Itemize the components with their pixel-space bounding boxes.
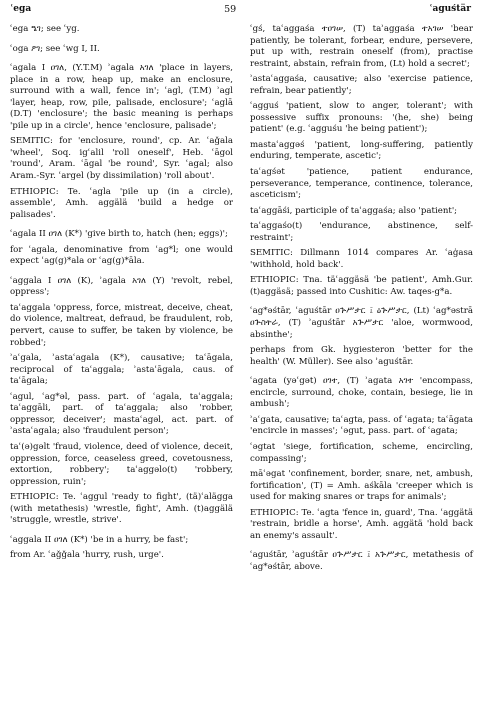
left-column — [10, 24, 233, 566]
sub-agguś: ʿagguś 'patient, slow to anger, tolerant'; with possessive suffix pronouns: '(he, she) being patient' (e.g. ʿagguśu 'he being patient'); — [250, 101, 473, 135]
sub-taagset: taʿagśət 'patience, patient endurance, perseverance, temperance, continence, tolerance, asceticism'; — [250, 167, 473, 201]
entry-aggala-ii: ʿaggala II ዐገለ (K*) 'be in a hurry, be fast'; — [10, 534, 189, 545]
sub-taaggala: taʿaggala 'oppress, force, mistreat, deceive, cheat, do violence, maltreat, defraud, be fraudulent, rob, pervert, cause to suffer, be taken by violence, be robbed'; — [10, 302, 233, 348]
ethiopic-note-agata: ETHIOPIC: Te. ʿagta 'fence in, guard', Tna. ʿaggätä 'restrain, bridle a horse', Amh. aggätä 'hold back an enemy's assault'. — [250, 507, 473, 541]
left-guide-word: ʿega — [10, 4, 32, 14]
right-column — [250, 24, 473, 577]
sub-astaaggasa: ʾastaʿaggaśa, causative; also 'exercise patience, refrain, bear patiently'; — [250, 74, 473, 96]
sub-maegat: māʿəgat 'confinement, border, snare, net, ambush, fortification', (T) = Amh. aśkāla 'creeper which is used for making snares or traps for animals'; — [250, 469, 473, 503]
running-header — [10, 2, 471, 16]
ethiopic-note-ags: ETHIOPIC: Tna. täʿaggäsä 'be patient', Amh.Gur. (t)aggäsä; passed into Cushitic: Aw. taqes-g*a. — [250, 275, 473, 297]
entry-agustar: ʿaguśtār, ʾaguśtār ዐጕሥታር ፤ አጕሥታር, metathesis of ʿag*əśtār, above. — [250, 550, 473, 572]
note-agestar: perhaps from Gk. hygiesteron 'better for the health' (W. Müller). See also ʾaguśtār. — [250, 345, 473, 367]
semitic-note-ags: SEMITIC: Dillmann 1014 compares Ar. ʿaġasa 'withhold, hold back'. — [250, 248, 473, 270]
note-aggala-ii: from Ar. ʿaǧǧala 'hurry, rush, urge'. — [10, 550, 164, 561]
sub-causatives: ʾaʿgala, ʾastaʿagala (K*), causative; taʿāgala, reciprocal of taʿaggala; ʾastaʿāgala, caus. of taʿāgala; — [10, 353, 233, 387]
entry-agala-ii: ʿagala II ዐገለ (K*) 'give birth to, hatch (hen; eggs)'; — [10, 229, 228, 240]
entry-agestar: ʿag*əśtār, ʿaguśtār ዐጕሥታር ፤ ዕጕሥታር, (Lt) ʿag*əstrā ዐጕስትራ, (T) ʾaguśtār አጕሥታር 'aloe, wormwood, absinthe'; — [250, 306, 473, 340]
semitic-note-agala: SEMITIC: for 'enclosure, round', cp. Ar. ʿaǧala 'wheel', Soq. igʿalil 'roll oneself', Heb. ʿāgol 'round', Aram. ʿāgal 'be round', Syr. ʿagal; also Aram.-Syr. ʿargel (by dissimilation) 'roll about'. — [10, 136, 233, 182]
ethiopic-note-agala: ETHIOPIC: Te. ʿagla 'pile up (in a circle), assemble', Amh. aggälä 'build a hedge or palisades'. — [10, 186, 233, 220]
sub-nouns: taʿ(ə)gəlt 'fraud, violence, deed of violence, deceit, oppression, force, ceaseless greed, covetousness, extortion, robbery'; taʿaggəlo(t) 'robbery, oppression, ruin'; — [10, 441, 233, 487]
note-agala-ii: for ʿagala, denominative from ʿag*l; one would expect ʿag(g)*ala or ʿag(g)*āla. — [10, 244, 233, 267]
entry-aggala-i: ʿaggala I ዐገለ (K), ʾagala አገለ (Y) 'revolt, rebel, oppress'; — [10, 275, 233, 298]
entry-oga: ʿoga ዖገ; see ʿwg I, II. — [10, 43, 100, 54]
entry-ega: ʿega ዔገ; see ʿyg. — [10, 24, 80, 34]
right-guide-word: ʿaguśtär — [429, 4, 471, 14]
page-number: 59 — [224, 3, 237, 15]
sub-mastaaggas: mastaʿaggəś 'patient, long-suffering, patiently enduring, temperate, ascetic'; — [250, 139, 473, 162]
entry-ags: ʿgś, taʿaggaśa ተዐገሠ, (T) taʾaggaśa ተአገሠ 'bear patiently, be tolerant, forbear, endure, persevere, put up with, restrain oneself (from), practise restraint, abstain, refrain from, (Lt) hold a secret'; — [250, 24, 473, 69]
sub-aagata: ʾaʿgata, causative; taʿagta, pass. of ʿagata; taʿāgata 'encircle in masses'; ʿəgut, pass. part. of ʿagata; — [250, 414, 473, 437]
sub-taaggaso: taʿaggaśo(t) 'endurance, abstinence, self-restraint'; — [250, 221, 473, 243]
entry-agala-i: ʿagala I ዐገለ, (Y.T.M) ʾagala አገለ 'place in layers, place in a row, heap up, make an enclosure, surround with a wall, fence in'; ʿagl, (T.M) ʾagl 'layer, heap, row, pile, palisade, enclosure'; ʿaglā (D.T) 'enclosure'; the basic meaning is perhaps 'pile up in a circle', hence 'enclosure, palisade'; — [10, 63, 233, 131]
sub-egtat: ʿəgtat 'siege, fortification, scheme, encircling, compassing'; — [250, 441, 473, 464]
ethiopic-note-aggala: ETHIOPIC: Te. ʿaggul 'ready to fight', (tä)ʿalägga (with metathesis) 'wrestle, fight', Amh. (t)aggälä 'struggle, wrestle, strive'. — [10, 492, 233, 526]
entry-agata: ʿagata (yəʿgət) ዐገተ, (T) ʾagata አገተ 'encompass, encircle, surround, choke, contain, besiege, lie in ambush'; — [250, 376, 473, 410]
sub-participles: ʿagul, ʿag*əl, pass. part. of ʿagala, taʿaggala; taʿaggāli, part. of taʿaggala; also 'robber, oppressor, deceiver'; mastaʿagəl, act. part. of ʾastaʿagala; also 'fraudulent person'; — [10, 391, 233, 437]
sub-taaggasi: taʿaggāśi, participle of taʿaggaśa; also 'patient'; — [250, 205, 458, 216]
